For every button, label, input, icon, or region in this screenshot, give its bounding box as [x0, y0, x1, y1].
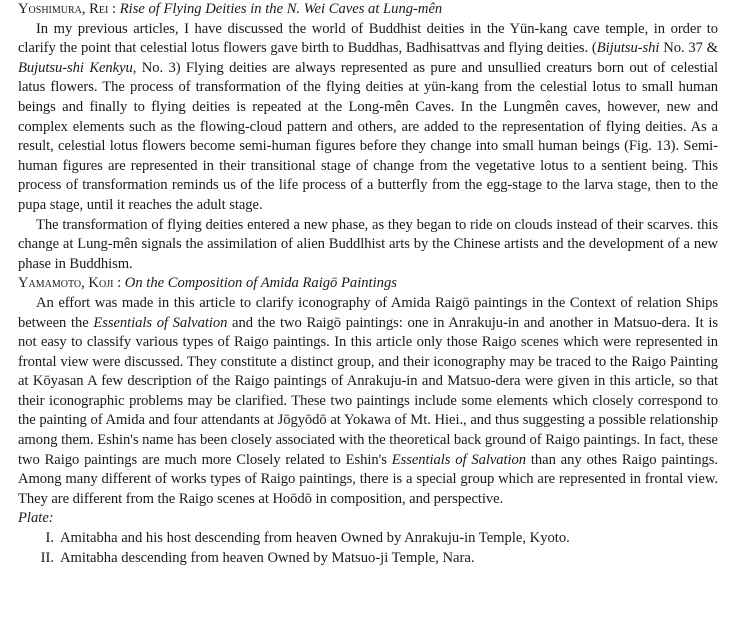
paragraph: The transformation of flying deities entered a new phase, as they began to ride on clouds instead of their scarves. this change at Lung-mên signals the assimilation of alien Buddlhist arts by the Chinese artists and the development of a new phase in Buddhism.	[18, 216, 718, 272]
entry-heading: Yoshimura, Rei : Rise of Flying Deities in the N. Wei Caves at Lung-mên	[18, 1, 443, 17]
plate-label: Plate:	[18, 510, 54, 527]
author-name: Yamamoto, Koji	[18, 275, 114, 292]
paragraph: An effort was made in this article to clarify iconography of Amida Raigō paintings in the Context of relation Ships between the Essentials of Salvation and the two Raigō paintings: one in Anrakuju-in and another in Matsuo-dera. It is not easy to classify various types of Raigo paintings. In this article only those Raigo scenes which were represented in frontal view were discussed. They constitute a distinct group, and their iconography may be traced to the Raigo Painting at Kōyasan A few description of the Raigo paintings of Anrakuju-in and Matsuo-dera were given in this article, so that their iconographic problems may be clarified. These two paintings include some elements which closely correspond to the painting of Amida and four attendants at Jōgyōdō at Yokawa of Mt. Hiei., and thus suggesting a possible relationship among them. Eshin's name has been closely associated with the theoretical back ground of Raigo paintings. In fact, these two Raigo paintings are much more Closely related to Eshin's Essentials of Salvation than any othes Raigo paintings. Among many different of works types of Raigo paintings, there is a special group which are represented in frontal view. They are different from the Raigo scenes at Hoōdō in composition, and perspective.	[18, 294, 719, 507]
article-title: On the Composition of Amida Raigō Paintings	[124, 275, 397, 292]
plate-item-text: Amitabha descending from heaven Owned by Matsuo-ji Temple, Nara.	[60, 549, 475, 566]
paragraph: In my previous articles, I have discussed the world of Buddhist deities in the Yün-kang cave temple, in order to clarify the point that celestial lotus flowers gave birth to Buddhas, Badhisattvas and flying deities. (Bijutsu-shi No. 37 & Bujutsu-shi Kenkyu, No. 3) Flying deities are always represented as pure and unsullied creaturs born out of celestial latus flowers. The process of transformation of the flying deities at yün-kang from the celestial lotus to small human beings and finally to flying deities is repeated at the Long-mên Caves. In the Lungmên caves, however, new and complex elements such as the flowing-cloud pattern and others, are added to the representation of flying deities. As a result, celestial lotus flowers become semi-human figures before they change into small human beings (Fig. 13). Semi-human figures are represented in their transitional stage of change from the vegetative lotus to a sentient being. This process of transformation reminds us of the life process of a butterfly from the egg-stage to the larva stage, then to the pupa stage, until it reaches the adult stage.	[18, 20, 718, 213]
entry-yoshimura	[0, 0, 750, 274]
plate-item-number: II.	[40, 549, 54, 566]
entry-heading: Yamamoto, Koji : On the Composition of Amida Raigō Paintings	[18, 275, 397, 292]
author-name: Yoshimura, Rei	[18, 1, 109, 17]
plate-item-text: Amitabha and his host descending from heaven Owned by Anrakuju-in Temple, Kyoto.	[60, 530, 570, 547]
entry-yamamoto	[0, 274, 750, 509]
article-title: Rise of Flying Deities in the N. Wei Caves at Lung-mên	[119, 1, 443, 17]
plate-item-number: I.	[45, 530, 54, 547]
plate-section	[0, 509, 750, 568]
plate-item	[34, 549, 750, 569]
plate-item	[34, 529, 750, 549]
